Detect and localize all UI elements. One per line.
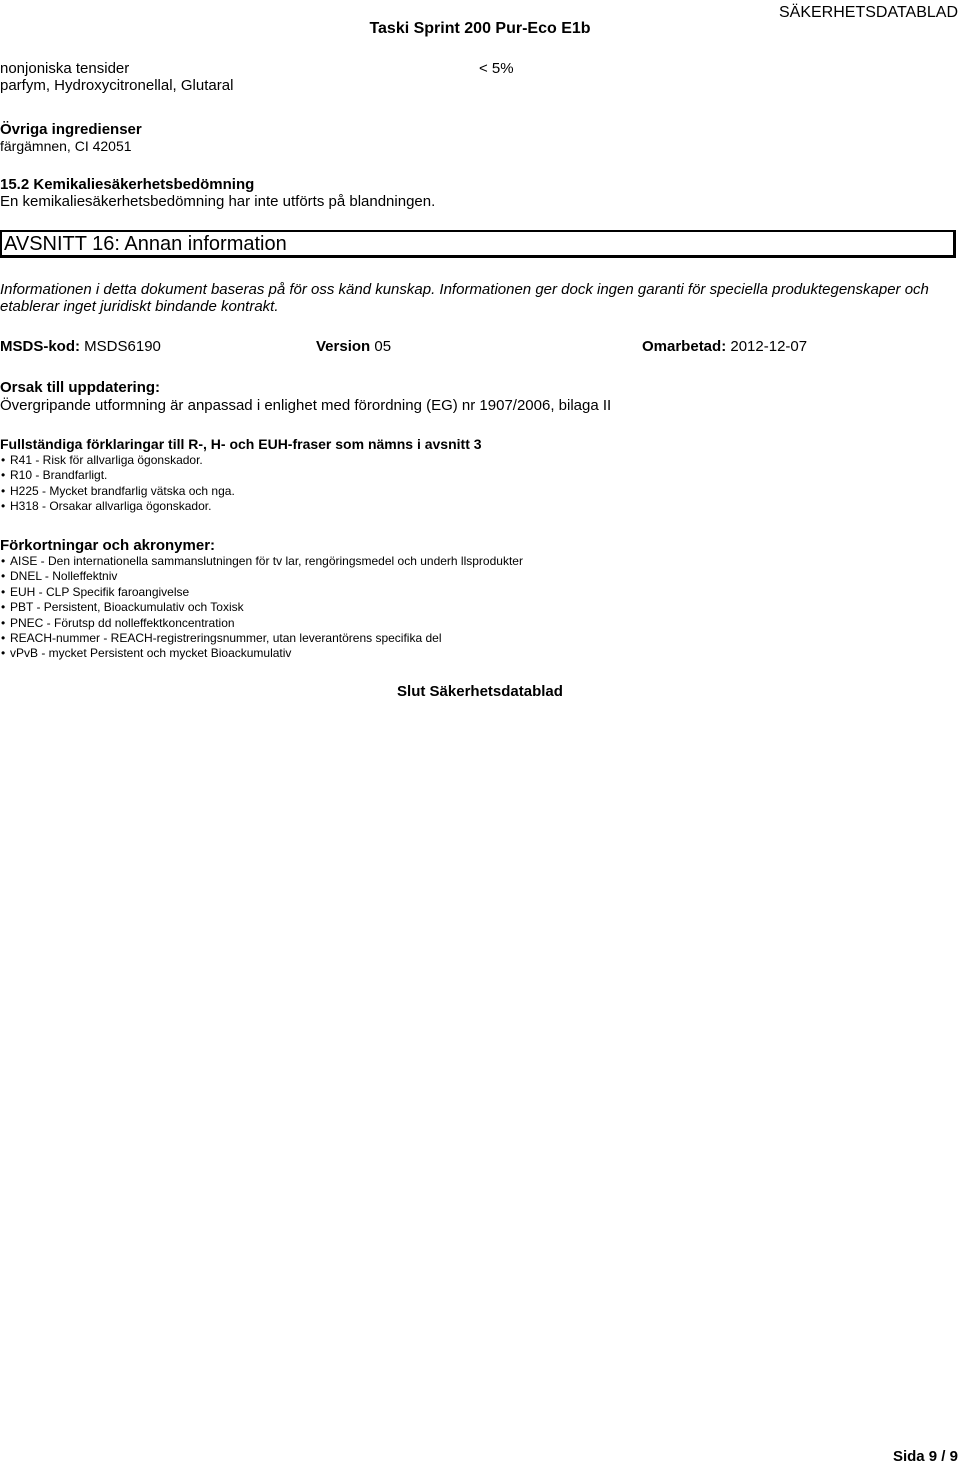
section-16-title: AVSNITT 16: Annan information xyxy=(4,233,287,255)
version-value: 05 xyxy=(374,338,392,355)
ingredient-line-1: nonjoniska tensider xyxy=(0,60,130,77)
bullet: • xyxy=(1,499,6,514)
chemical-safety-heading: 15.2 Kemikaliesäkerhetsbedömning xyxy=(0,176,255,193)
list-item: • EUH - CLP Specifik faroangivelse xyxy=(1,584,190,599)
chemical-safety-text: En kemikaliesäkerhetsbedömning har inte utförts på blandningen. xyxy=(0,193,436,210)
abbreviations-list xyxy=(0,554,523,662)
bullet: • xyxy=(1,453,6,467)
abbreviations-heading: Förkortningar och akronymer: xyxy=(0,537,216,554)
phrases-list xyxy=(0,453,235,515)
update-reason-text: Övergripande utformning är anpassad i enlighet med förordning (EG) nr 1907/2006, bilaga II xyxy=(0,397,612,414)
bullet: • xyxy=(1,600,6,615)
list-item: • H225 - Mycket brandfarlig vätska och nga. xyxy=(1,483,235,498)
bullet: • xyxy=(1,646,6,661)
revision-date-value: 2012-12-07 xyxy=(730,338,808,355)
other-ingredients-text: färgämnen, CI 42051 xyxy=(0,138,132,154)
revision-date-label: Omarbetad: xyxy=(642,338,727,355)
list-item: • H318 - Orsakar allvarliga ögonskador. xyxy=(1,499,212,514)
list-item: • PBT - Persistent, Bioackumulativ och Toxisk xyxy=(1,600,244,615)
list-item: • R41 - Risk för allvarliga ögonskador. xyxy=(1,453,203,467)
page-number: Sida 9 / 9 xyxy=(892,1448,958,1465)
bullet: • xyxy=(1,615,6,630)
other-ingredients-heading: Övriga ingredienser xyxy=(0,121,142,138)
end-of-document: Slut Säkerhetsdatablad xyxy=(397,683,563,700)
bullet: • xyxy=(1,569,6,584)
info-text-line-2: etablerar inget juridiskt bindande kontrakt. xyxy=(0,298,279,315)
bullet: • xyxy=(1,584,6,599)
list-item: • AISE - Den internationella sammanslutningen för tv lar, rengöringsmedel och underh llsprodukter xyxy=(1,554,523,568)
ingredient-concentration: < 5% xyxy=(479,60,514,77)
msds-code-value: MSDS6190 xyxy=(84,338,161,355)
info-text-line-1: Informationen i detta dokument baseras på för oss känd kunskap. Informationen ger dock ingen garanti för speciella produktegenskaper och xyxy=(0,281,929,298)
version-label: Version xyxy=(316,338,371,355)
phrases-heading: Fullständiga förklaringar till R-, H- och EUH-fraser som nämns i avsnitt 3 xyxy=(0,436,482,452)
revision-date xyxy=(642,338,807,355)
bullet: • xyxy=(1,554,6,568)
version xyxy=(316,338,391,355)
document-type-label: SÄKERHETSDATABLAD xyxy=(778,4,958,21)
bullet: • xyxy=(1,483,6,498)
bullet: • xyxy=(1,468,6,483)
msds-code xyxy=(0,338,161,355)
bullet: • xyxy=(1,630,6,645)
ingredient-line-2: parfym, Hydroxycitronellal, Glutaral xyxy=(0,77,234,94)
list-item: • R10 - Brandfarligt. xyxy=(1,468,108,483)
list-item: • DNEL - Nolleffektniv xyxy=(1,569,118,584)
list-item: • REACH-nummer - REACH-registreringsnummer, utan leverantörens specifika del xyxy=(1,630,442,645)
list-item: • vPvB - mycket Persistent och mycket Bioackumulativ xyxy=(1,646,292,661)
update-reason-heading: Orsak till uppdatering: xyxy=(0,379,161,396)
product-title: Taski Sprint 200 Pur-Eco E1b xyxy=(369,20,591,37)
msds-code-label: MSDS-kod: xyxy=(0,338,80,355)
list-item: • PNEC - Förutsp dd nolleffektkoncentration xyxy=(1,615,235,630)
section-16-header xyxy=(0,230,956,258)
